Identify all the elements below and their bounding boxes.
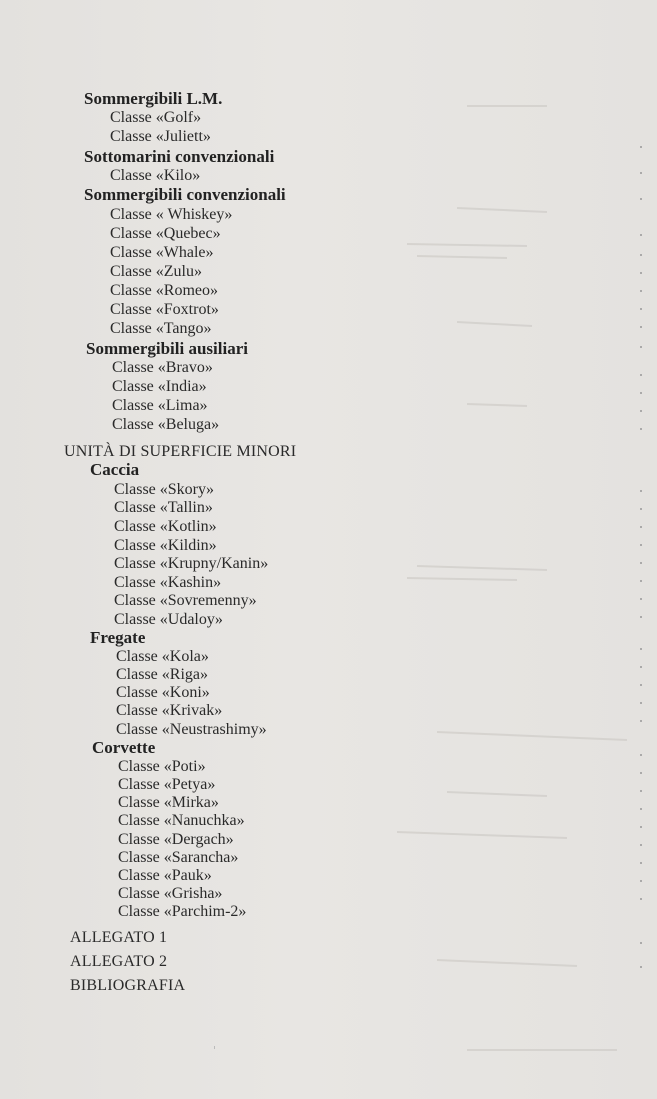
leader-dot — [640, 808, 642, 810]
toc-entry: Classe «Beluga» — [112, 416, 220, 433]
toc-entry: Classe «Skory» — [114, 481, 214, 498]
toc-entry: Classe «Zulu» — [110, 263, 202, 280]
page-mark — [214, 1046, 215, 1049]
toc-entry: Classe «Juliett» — [110, 128, 211, 145]
toc-entry: Classe «Sarancha» — [118, 849, 239, 866]
toc-entry: Classe «Kola» — [116, 648, 209, 665]
leader-dot — [640, 290, 642, 292]
leader-dot — [640, 898, 642, 900]
leader-dot — [640, 308, 642, 310]
toc-entry: Classe «Krivak» — [116, 702, 223, 719]
leader-dot — [640, 508, 642, 510]
toc-heading: Fregate — [90, 628, 146, 647]
leader-dot — [640, 790, 642, 792]
leader-dot — [640, 272, 642, 274]
toc-entry: Classe «Bravo» — [112, 359, 213, 376]
toc-entry: Classe «Dergach» — [118, 831, 234, 848]
leader-dot — [640, 544, 642, 546]
leader-dot — [640, 772, 642, 774]
toc-entry: Classe «Nanuchka» — [118, 812, 245, 829]
leader-dot — [640, 862, 642, 864]
leader-dot — [640, 198, 642, 200]
leader-dot — [640, 254, 642, 256]
leader-dot — [640, 346, 642, 348]
leader-dot — [640, 942, 642, 944]
leader-dot — [640, 326, 642, 328]
toc-entry: Classe «Udaloy» — [114, 611, 223, 628]
leader-dot — [640, 526, 642, 528]
toc-entry: Classe «Lima» — [112, 397, 208, 414]
leader-dot — [640, 428, 642, 430]
toc-heading: Sottomarini convenzionali — [84, 147, 275, 166]
toc-entry: Classe «Krupny/Kanin» — [114, 555, 269, 572]
toc-entry: Classe «Riga» — [116, 666, 208, 683]
leader-dot — [640, 562, 642, 564]
toc-entry: Classe « Whiskey» — [110, 206, 233, 223]
leader-dot — [640, 684, 642, 686]
toc-entry: Classe «Tallin» — [114, 499, 213, 516]
toc-entry: Classe «Parchim-2» — [118, 903, 247, 920]
leader-dot — [640, 392, 642, 394]
leader-dot — [640, 374, 642, 376]
toc-entry: Classe «Quebec» — [110, 225, 221, 242]
bleed-through-text — [397, 0, 657, 1099]
leader-dot — [640, 172, 642, 174]
toc-entry: Classe «Neustrashimy» — [116, 721, 267, 738]
toc-entry: Classe «Pauk» — [118, 867, 212, 884]
toc-entry: Classe «Romeo» — [110, 282, 218, 299]
leader-dot — [640, 880, 642, 882]
toc-entry: Classe «Golf» — [110, 109, 202, 126]
toc-entry: Classe «Whale» — [110, 244, 214, 261]
leader-dot — [640, 702, 642, 704]
toc-heading: Corvette — [92, 738, 156, 757]
toc-heading: Caccia — [90, 460, 140, 479]
toc-entry: Classe «Kilo» — [110, 167, 201, 184]
toc-entry: Classe «Sovremenny» — [114, 592, 257, 609]
toc-entry: Classe «Kildin» — [114, 537, 217, 554]
toc-entry: Classe «Kashin» — [114, 574, 222, 591]
leader-dot — [640, 490, 642, 492]
toc-entry: Classe «Mirka» — [118, 794, 219, 811]
leader-dot — [640, 648, 642, 650]
toc-heading: Sommergibili convenzionali — [84, 185, 286, 204]
leader-dot — [640, 844, 642, 846]
leader-dot — [640, 410, 642, 412]
toc-entry: Classe «Petya» — [118, 776, 216, 793]
toc-entry: Classe «Kotlin» — [114, 518, 217, 535]
leader-dot — [640, 720, 642, 722]
leader-dot — [640, 616, 642, 618]
toc-heading: Sommergibili ausiliari — [86, 339, 248, 358]
toc-entry: Classe «Poti» — [118, 758, 206, 775]
leader-dot — [640, 146, 642, 148]
toc-appendix: ALLEGATO 1 — [70, 929, 168, 946]
leader-dot — [640, 666, 642, 668]
toc-entry: Classe «Grisha» — [118, 885, 223, 902]
toc-entry: Classe «India» — [112, 378, 207, 395]
toc-heading: Sommergibili L.M. — [84, 89, 223, 108]
leader-dot — [640, 826, 642, 828]
toc-entry: Classe «Koni» — [116, 684, 210, 701]
toc-appendix: BIBLIOGRAFIA — [70, 977, 186, 994]
toc-entry: Classe «Tango» — [110, 320, 212, 337]
toc-appendix: ALLEGATO 2 — [70, 953, 168, 970]
leader-dot — [640, 754, 642, 756]
toc-entry: Classe «Foxtrot» — [110, 301, 219, 318]
toc-section-title: UNITÀ DI SUPERFICIE MINORI — [64, 443, 297, 460]
leader-dot — [640, 598, 642, 600]
leader-dot — [640, 580, 642, 582]
leader-dot — [640, 234, 642, 236]
leader-dot — [640, 966, 642, 968]
